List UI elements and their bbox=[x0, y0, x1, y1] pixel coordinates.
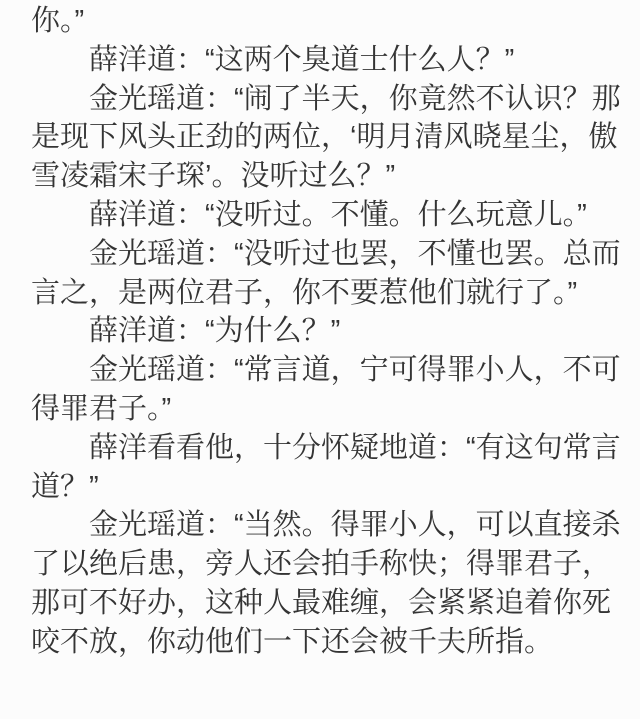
paragraph: 金光瑶道：“闹了半天，你竟然不认识？那是现下风头正劲的两位，‘明月清风晓星尘，傲雪凌霜宋子琛’。没听过么？” bbox=[31, 82, 621, 193]
paragraph: 薛洋道：“没听过。不懂。什么玩意儿。” bbox=[89, 198, 587, 231]
paragraph: 金光瑶道：“常言道，宁可得罪小人，不可得罪君子。” bbox=[31, 354, 621, 425]
paragraph: 你。” bbox=[31, 5, 85, 37]
paragraph: 薛洋看看他，十分怀疑地道：“有这句常言道？” bbox=[31, 431, 621, 503]
paragraph: 薛洋道：“这两个臭道士什么人？” bbox=[89, 43, 515, 76]
paragraph: 金光瑶道：“当然。得罪小人，可以直接杀了以绝后患，旁人还会拍手称快；得罪君子，那可不好办，这种人最难缠，会紧紧追着你死咬不放，你动他们一下还会被千夫所指。 bbox=[31, 509, 621, 658]
paragraph: 金光瑶道：“没听过也罢，不懂也罢。总而言之，是两位君子，你不要惹他们就行了。” bbox=[31, 237, 621, 309]
paragraph: 薛洋道：“为什么？” bbox=[89, 315, 341, 348]
